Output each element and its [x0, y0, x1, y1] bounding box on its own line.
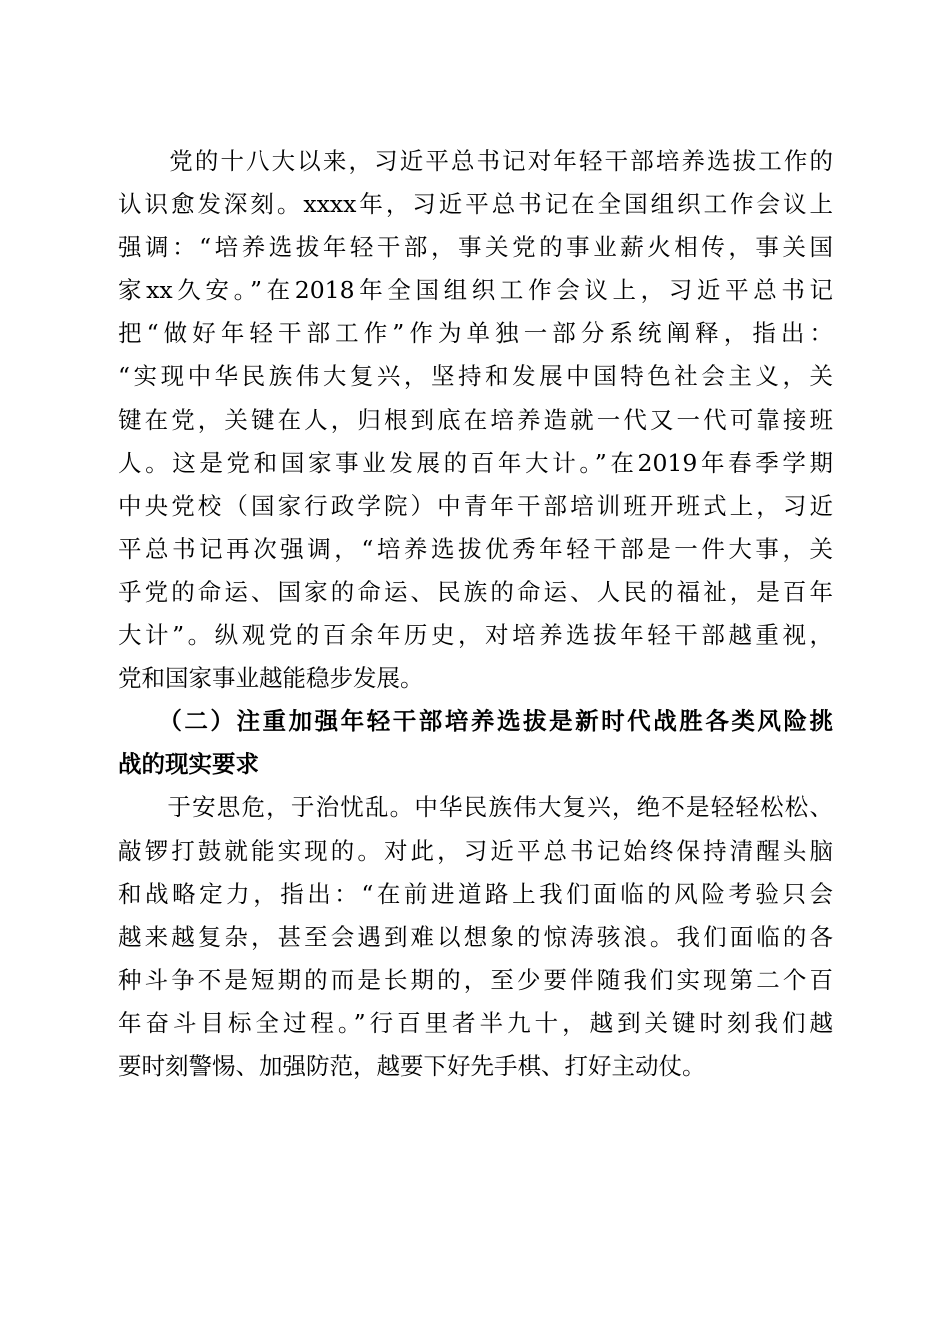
- text-line: 认识愈发深刻。xxxx年，习近平总书记在全国组织工作会议上: [118, 190, 833, 219]
- text-line: 键在党，关键在人，归根到底在培养造就一代又一代可靠接班: [118, 405, 833, 434]
- text-line: 大计”。纵观党的百余年历史，对培养选拔年轻干部越重视，: [118, 621, 833, 650]
- text-line: 于安思危，于治忧乱。中华民族伟大复兴，绝不是轻轻松松、: [118, 793, 833, 822]
- text-line: 越来越复杂，甚至会遇到难以想象的惊涛骇浪。我们面临的各: [118, 922, 833, 951]
- text-line: 年奋斗目标全过程。”行百里者半九十，越到关键时刻我们越: [118, 1008, 833, 1037]
- text-line: 家xx久安。”在2018年全国组织工作会议上，习近平总书记: [118, 276, 833, 305]
- text-line: 乎党的命运、国家的命运、民族的命运、人民的福祉，是百年: [118, 577, 833, 606]
- text-line: 党和国家事业越能稳步发展。: [118, 664, 424, 693]
- text-line: 中央党校（国家行政学院）中青年干部培训班开班式上，习近: [118, 491, 833, 520]
- text-line: 把“做好年轻干部工作”作为单独一部分系统阐释，指出：: [118, 319, 833, 348]
- paragraph-2: [118, 786, 833, 1088]
- text-line: 强调：“培养选拔年轻干部，事关党的事业薪火相传，事关国: [118, 233, 833, 262]
- text-line: 平总书记再次强调，“培养选拔优秀年轻干部是一件大事，关: [118, 534, 833, 563]
- section-heading: [118, 700, 833, 786]
- text-line: 种斗争不是短期的而是长期的，至少要伴随我们实现第二个百: [118, 965, 833, 994]
- document-page: [118, 140, 833, 1088]
- paragraph-1: [118, 140, 833, 700]
- text-line: 党的十八大以来，习近平总书记对年轻干部培养选拔工作的: [118, 147, 833, 175]
- text-line: 敲锣打鼓就能实现的。对此，习近平总书记始终保持清醒头脑: [118, 836, 833, 865]
- heading-line: （二）注重加强年轻干部培养选拔是新时代战胜各类风险挑: [118, 707, 833, 736]
- text-line: 要时刻警惕、加强防范，越要下好先手棋、打好主动仗。: [118, 1051, 706, 1080]
- text-line: 人。这是党和国家事业发展的百年大计。”在2019年春季学期: [118, 448, 833, 477]
- text-line: “实现中华民族伟大复兴，坚持和发展中国特色社会主义，关: [118, 362, 833, 391]
- heading-line: 战的现实要求: [118, 750, 259, 779]
- text-line: 和战略定力，指出：“在前进道路上我们面临的风险考验只会: [118, 879, 833, 908]
